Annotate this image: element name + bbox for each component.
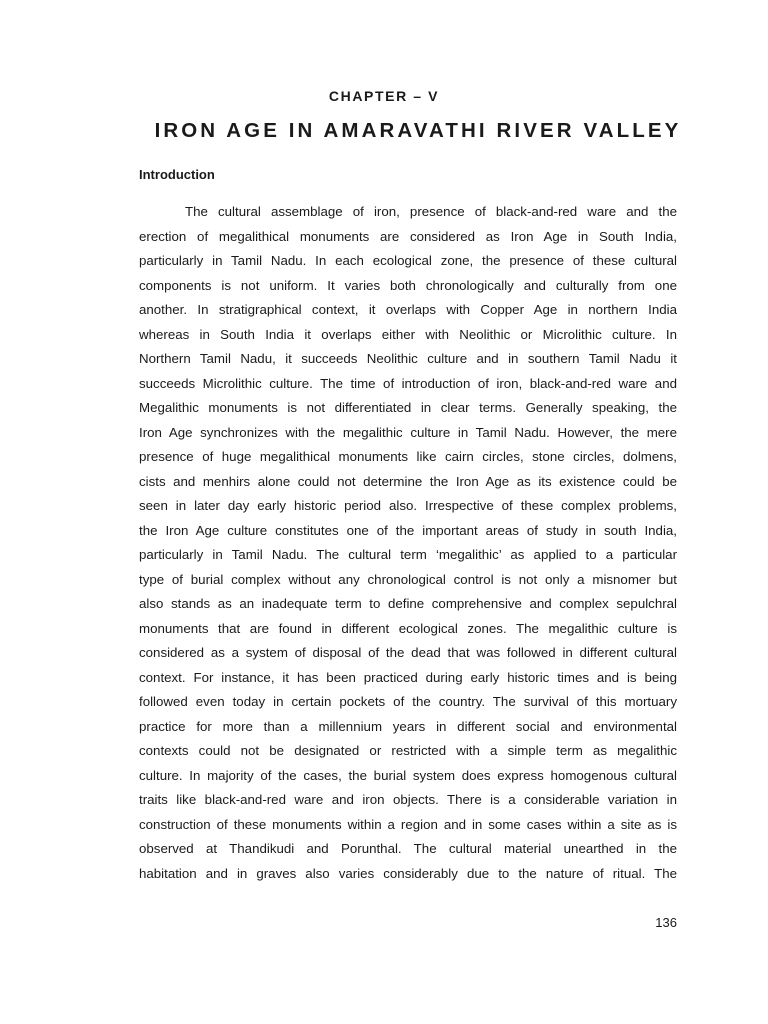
section-heading: Introduction [139, 167, 215, 182]
paragraph-line: also stands as an inadequate term to define comprehensive and complex sepulchral [139, 596, 677, 611]
paragraph-line: particularly in Tamil Nadu. In each ecological zone, the presence of these cultural [139, 253, 677, 268]
paragraph-line: cists and menhirs alone could not determine the Iron Age as its existence could be [139, 473, 677, 489]
paragraph-line: contexts could not be designated or restricted with a simple term as megalithic [139, 743, 677, 758]
paragraph-line: traits like black-and-red ware and iron objects. There is a considerable variation in [139, 792, 677, 807]
paragraph-line: particularly in Tamil Nadu. The cultural term ‘megalithic’ as applied to a particular [139, 547, 677, 562]
paragraph-line: the Iron Age culture constitutes one of the important areas of study in south India, [139, 522, 677, 538]
paragraph-line: erection of megalithical monuments are considered as Iron Age in South India, [139, 228, 677, 244]
paragraph-line: construction of these monuments within a region and in some cases within a site as is [139, 816, 677, 832]
page-number: 136 [655, 915, 677, 930]
paragraph-line: The cultural assemblage of iron, presence of black-and-red ware and the [185, 204, 677, 219]
chapter-label: CHAPTER – V [328, 88, 440, 104]
paragraph-line: Megalithic monuments is not differentiated in clear terms. Generally speaking, the [139, 400, 677, 415]
paragraph-line: observed at Thandikudi and Porunthal. The cultural material unearthed in the [139, 841, 677, 856]
paragraph-line: monuments that are found in different ecological zones. The megalithic culture is [139, 620, 677, 636]
paragraph-line: succeeds Microlithic culture. The time of introduction of iron, black-and-red ware and [139, 375, 677, 391]
paragraph-line: Northern Tamil Nadu, it succeeds Neolithic culture and in southern Tamil Nadu it [139, 351, 677, 366]
paragraph-line: Iron Age synchronizes with the megalithic culture in Tamil Nadu. However, the mere [139, 424, 677, 440]
paragraph-line: context. For instance, it has been practiced during early historic times and is being [139, 669, 677, 685]
paragraph-line: followed even today in certain pockets of the country. The survival of this mortuary [139, 694, 677, 709]
paragraph-line: type of burial complex without any chronological control is not only a misnomer but [139, 571, 677, 587]
chapter-title: IRON AGE IN AMARAVATHI RIVER VALLEY [154, 119, 682, 142]
paragraph-line: practice for more than a millennium years in different social and environmental [139, 718, 677, 734]
paragraph-line: components is not uniform. It varies both chronologically and culturally from one [139, 277, 677, 293]
paragraph-line: culture. In majority of the cases, the burial system does express homogenous cultural [139, 767, 677, 783]
body-paragraph [139, 200, 677, 886]
paragraph-line: another. In stratigraphical context, it overlaps with Copper Age in northern India [139, 302, 677, 317]
paragraph-line: seen in later day early historic period also. Irrespective of these complex problems, [139, 498, 677, 513]
paragraph-line: considered as a system of disposal of the dead that was followed in different cultural [139, 645, 677, 660]
paragraph-line: habitation and in graves also varies considerably due to the nature of ritual. The [139, 865, 677, 881]
paragraph-line: presence of huge megalithical monuments like cairn circles, stone circles, dolmens, [139, 449, 677, 464]
paragraph-line: whereas in South India it overlaps either with Neolithic or Microlithic culture. In [139, 326, 677, 342]
